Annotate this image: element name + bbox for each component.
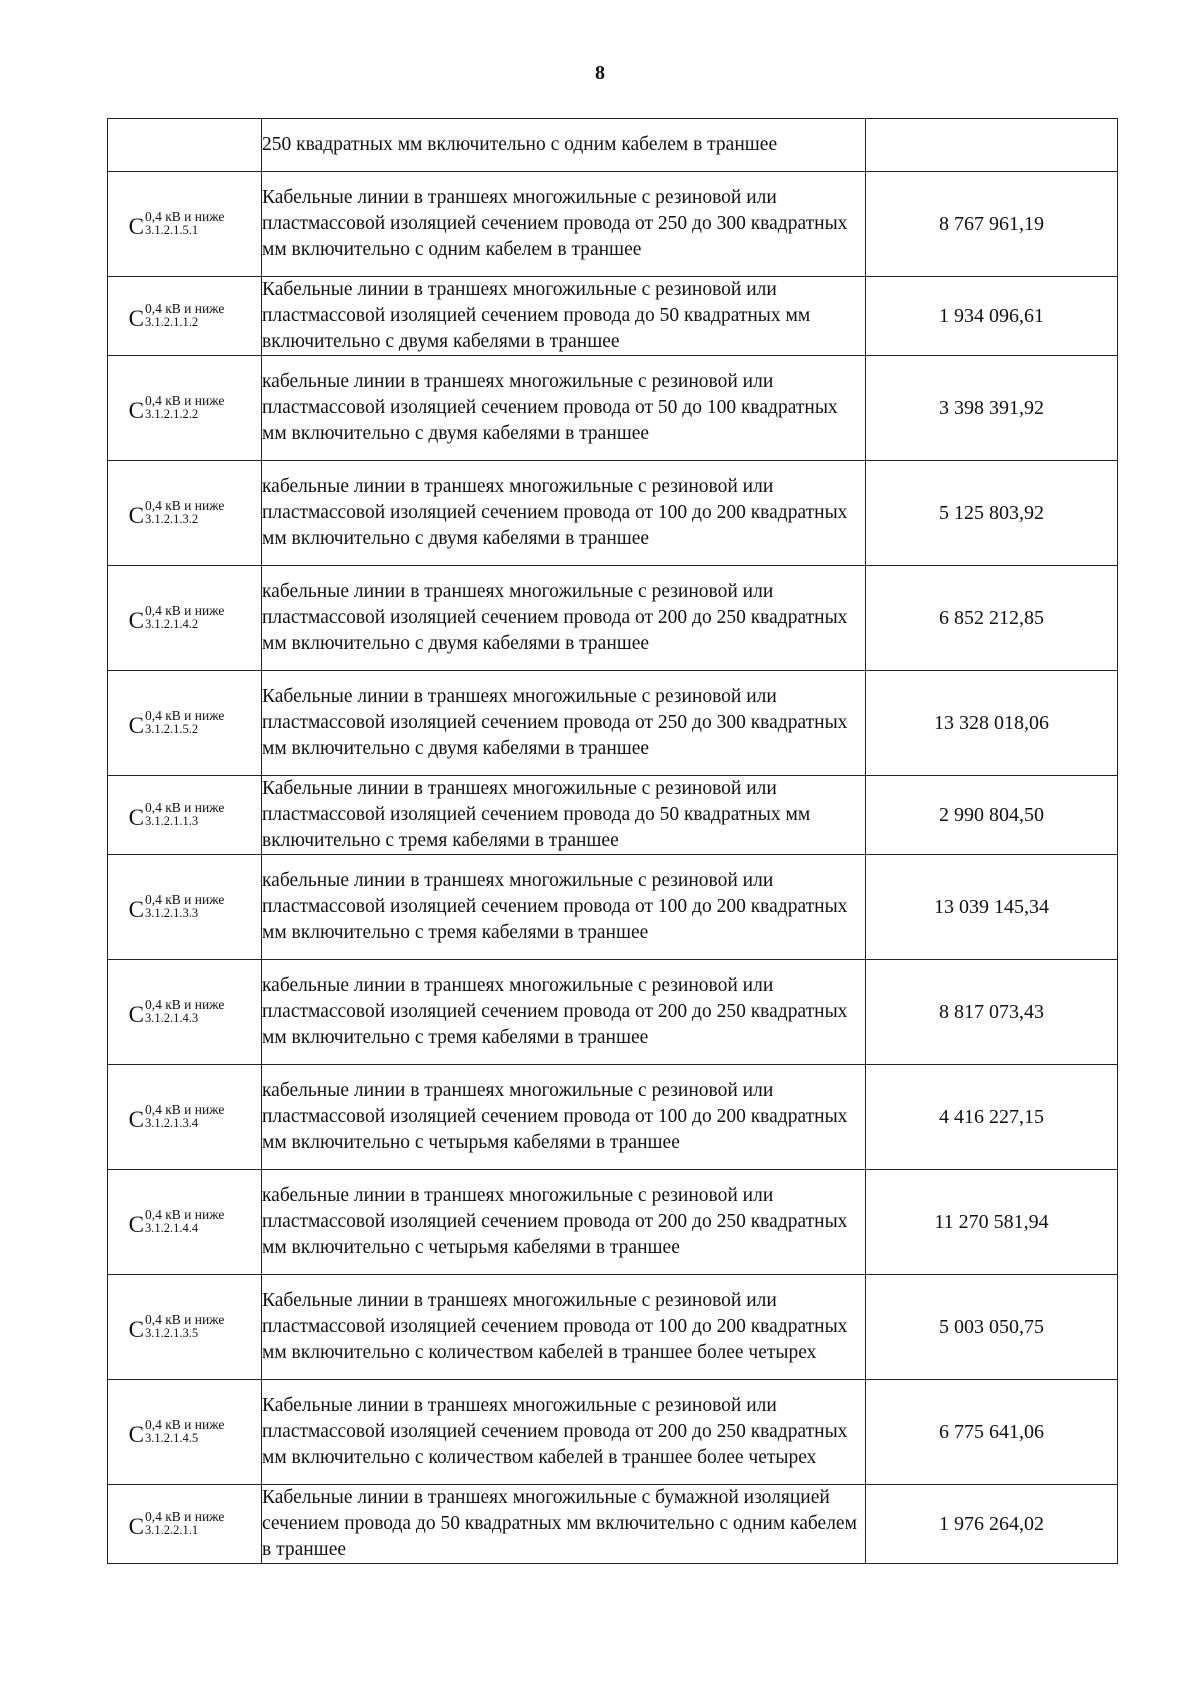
tariff-code-cell [108,566,262,671]
tariff-value: 8 817 073,43 [866,960,1118,1065]
tariff-code-cell [108,1170,262,1275]
tariff-value: 13 328 018,06 [866,671,1118,776]
tariff-symbol-letter: C [128,712,144,738]
tariff-description: Кабельные линии в траншеях многожильные с резиновой или пластмассовой изоляцией сечением провода от 250 до 300 квадратных мм включительно с двумя кабелями в траншее [262,671,866,776]
tariff-code-subscript: 3.1.2.1.1.2 [144,314,199,329]
table-row [108,461,1118,566]
tariff-value: 1 976 264,02 [866,1485,1118,1564]
tariff-code-subscript: 3.1.2.2.1.1 [144,1522,199,1537]
tariff-symbol [129,893,225,921]
tariff-code-subscript: 3.1.2.1.4.5 [144,1430,199,1445]
tariff-description: кабельные линии в траншеях многожильные с резиновой или пластмассовой изоляцией сечением провода от 100 до 200 квадратных мм включительно с тремя кабелями в траншее [262,855,866,960]
tariff-table [107,118,1118,1564]
tariff-code-subscript: 3.1.2.1.3.3 [144,905,199,920]
tariff-description: кабельные линии в траншеях многожильные с резиновой или пластмассовой изоляцией сечением провода от 100 до 200 квадратных мм включительно с четырьмя кабелями в траншее [262,1065,866,1170]
tariff-code-subscript: 3.1.2.1.5.1 [144,222,199,237]
tariff-voltage-superscript: 0,4 кВ и ниже [144,497,225,513]
tariff-description: Кабельные линии в траншеях многожильные с бумажной изоляцией сечением провода до 50 квадратных мм включительно с одним кабелем в траншее [262,1485,866,1564]
tariff-code-subscript: 3.1.2.1.3.4 [144,1115,199,1130]
tariff-symbol-letter: C [128,804,144,830]
tariff-voltage-superscript: 0,4 кВ и ниже [144,1416,225,1432]
tariff-voltage-superscript: 0,4 кВ и ниже [144,1206,225,1222]
tariff-description: 250 квадратных мм включительно с одним кабелем в траншее [262,119,866,172]
tariff-symbol [129,709,225,737]
tariff-code-subscript: 3.1.2.1.5.2 [144,721,199,736]
tariff-symbol [129,1208,225,1236]
table-row [108,1065,1118,1170]
table-row [108,776,1118,855]
tariff-value: 11 270 581,94 [866,1170,1118,1275]
tariff-description: Кабельные линии в траншеях многожильные с резиновой или пластмассовой изоляцией сечением провода от 250 до 300 квадратных мм включительно с одним кабелем в траншее [262,172,866,277]
tariff-description: кабельные линии в траншеях многожильные с резиновой или пластмассовой изоляцией сечением провода от 200 до 250 квадратных мм включительно с четырьмя кабелями в траншее [262,1170,866,1275]
tariff-value: 13 039 145,34 [866,855,1118,960]
tariff-code-subscript: 3.1.2.1.4.3 [144,1010,199,1025]
tariff-description: Кабельные линии в траншеях многожильные с резиновой или пластмассовой изоляцией сечением провода от 100 до 200 квадратных мм включительно с количеством кабелей в траншее более четырех [262,1275,866,1380]
tariff-value: 4 416 227,15 [866,1065,1118,1170]
table-row [108,277,1118,356]
tariff-voltage-superscript: 0,4 кВ и ниже [144,1311,225,1327]
tariff-code-cell [108,461,262,566]
tariff-code-cell [108,119,262,172]
table-row [108,1170,1118,1275]
tariff-voltage-superscript: 0,4 кВ и ниже [144,208,225,224]
tariff-value: 6 852 212,85 [866,566,1118,671]
tariff-value: 1 934 096,61 [866,277,1118,356]
tariff-symbol [129,998,225,1026]
tariff-code-subscript: 3.1.2.1.4.4 [144,1220,199,1235]
tariff-code-subscript: 3.1.2.1.4.2 [144,616,199,631]
tariff-value: 5 003 050,75 [866,1275,1118,1380]
tariff-symbol-letter: C [128,1421,144,1447]
tariff-symbol [129,302,225,330]
tariff-symbol-letter: C [128,305,144,331]
tariff-value: 3 398 391,92 [866,356,1118,461]
tariff-symbol [129,1418,225,1446]
tariff-voltage-superscript: 0,4 кВ и ниже [144,891,225,907]
tariff-voltage-superscript: 0,4 кВ и ниже [144,1101,225,1117]
tariff-symbol-letter: C [128,896,144,922]
table-row [108,119,1118,172]
tariff-symbol-letter: C [128,213,144,239]
tariff-symbol [129,604,225,632]
tariff-description: Кабельные линии в траншеях многожильные с резиновой или пластмассовой изоляцией сечением провода до 50 квадратных мм включительно с двумя кабелями в траншее [262,277,866,356]
tariff-voltage-superscript: 0,4 кВ и ниже [144,392,225,408]
tariff-code-subscript: 3.1.2.1.1.3 [144,813,199,828]
table-row [108,855,1118,960]
tariff-code-cell [108,172,262,277]
tariff-code-cell [108,855,262,960]
tariff-code-cell [108,960,262,1065]
tariff-symbol-letter: C [128,1211,144,1237]
tariff-voltage-superscript: 0,4 кВ и ниже [144,1508,225,1524]
page-number: 8 [595,62,605,84]
tariff-description: Кабельные линии в траншеях многожильные с резиновой или пластмассовой изоляцией сечением провода до 50 квадратных мм включительно с тремя кабелями в траншее [262,776,866,855]
tariff-description: Кабельные линии в траншеях многожильные с резиновой или пластмассовой изоляцией сечением провода от 200 до 250 квадратных мм включительно с количеством кабелей в траншее более четырех [262,1380,866,1485]
tariff-code-cell [108,356,262,461]
tariff-value: 2 990 804,50 [866,776,1118,855]
tariff-value [866,119,1118,172]
tariff-symbol [129,394,225,422]
tariff-voltage-superscript: 0,4 кВ и ниже [144,799,225,815]
tariff-voltage-superscript: 0,4 кВ и ниже [144,602,225,618]
tariff-symbol-letter: C [128,1513,144,1539]
tariff-symbol [129,1510,225,1538]
tariff-value: 6 775 641,06 [866,1380,1118,1485]
tariff-value: 5 125 803,92 [866,461,1118,566]
tariff-code-cell [108,1485,262,1564]
table-row [108,172,1118,277]
tariff-code-cell [108,671,262,776]
table-row [108,671,1118,776]
tariff-symbol-letter: C [128,1001,144,1027]
tariff-description: кабельные линии в траншеях многожильные с резиновой или пластмассовой изоляцией сечением провода от 200 до 250 квадратных мм включительно с тремя кабелями в траншее [262,960,866,1065]
tariff-symbol-letter: C [128,502,144,528]
tariff-code-cell [108,1065,262,1170]
tariff-code-cell [108,1380,262,1485]
table-row [108,1275,1118,1380]
table-row [108,1485,1118,1564]
tariff-voltage-superscript: 0,4 кВ и ниже [144,996,225,1012]
tariff-code-subscript: 3.1.2.1.3.5 [144,1325,199,1340]
tariff-symbol [129,1313,225,1341]
table-row [108,960,1118,1065]
table-row [108,1380,1118,1485]
tariff-code-subscript: 3.1.2.1.2.2 [144,406,199,421]
tariff-voltage-superscript: 0,4 кВ и ниже [144,707,225,723]
tariff-symbol-letter: C [128,607,144,633]
tariff-symbol-letter: C [128,1316,144,1342]
tariff-symbol [129,801,225,829]
tariff-code-cell [108,277,262,356]
table-row [108,356,1118,461]
tariff-symbol [129,499,225,527]
tariff-voltage-superscript: 0,4 кВ и ниже [144,300,225,316]
tariff-value: 8 767 961,19 [866,172,1118,277]
tariff-code-cell [108,1275,262,1380]
tariff-description: кабельные линии в траншеях многожильные с резиновой или пластмассовой изоляцией сечением провода от 100 до 200 квадратных мм включительно с двумя кабелями в траншее [262,461,866,566]
tariff-symbol [129,210,225,238]
tariff-symbol [129,1103,225,1131]
tariff-symbol-letter: C [128,1106,144,1132]
tariff-description: кабельные линии в траншеях многожильные с резиновой или пластмассовой изоляцией сечением провода от 50 до 100 квадратных мм включительно с двумя кабелями в траншее [262,356,866,461]
table-row [108,566,1118,671]
tariff-description: кабельные линии в траншеях многожильные с резиновой или пластмассовой изоляцией сечением провода от 200 до 250 квадратных мм включительно с двумя кабелями в траншее [262,566,866,671]
tariff-symbol-letter: C [128,397,144,423]
tariff-code-cell [108,776,262,855]
tariff-code-subscript: 3.1.2.1.3.2 [144,511,199,526]
